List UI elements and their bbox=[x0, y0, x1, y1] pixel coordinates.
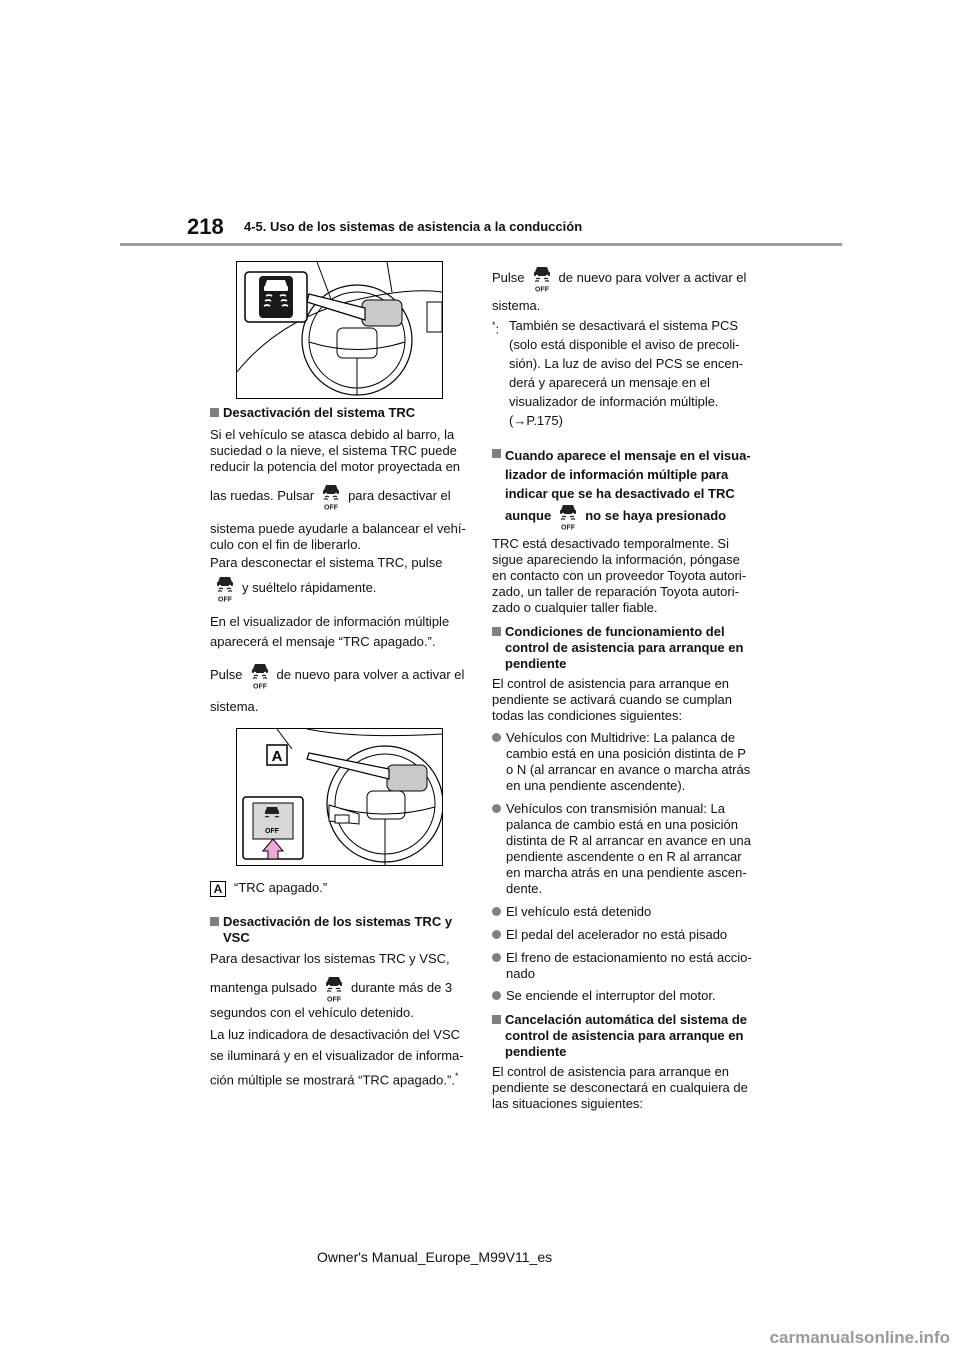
list-item: Se enciende el interruptor del motor. bbox=[492, 988, 768, 1004]
paragraph-line: El control de asistencia para arranque en bbox=[492, 676, 730, 691]
figure-dashboard-trc-button bbox=[236, 261, 443, 399]
square-bullet-icon bbox=[492, 627, 501, 636]
list-item: El vehículo está detenido bbox=[492, 904, 768, 920]
square-bullet-icon bbox=[210, 917, 219, 926]
paragraph-line: las situaciones siguientes: bbox=[492, 1096, 644, 1111]
square-bullet-icon bbox=[210, 408, 219, 417]
trc-off-switch-icon bbox=[214, 575, 236, 603]
list-item: Vehículos con transmisión manual: La palanca de cambio está en una posición distinta de R al arrancar en avance en una pendiente ascendente o en R al arrancar en marcha atrás en una pendiente ascen- dente. bbox=[492, 801, 768, 897]
paragraph-line: pendiente se activará cuando se cumplan bbox=[492, 692, 732, 707]
list-item: Vehículos con Multidrive: La palanca de cambio está en una posición distinta de P o N (al arrancar en avance o marcha atrás en una pendiente ascendente). bbox=[492, 730, 768, 794]
paragraph-line: Para desactivar los sistemas TRC y VSC, bbox=[210, 951, 450, 966]
paragraph-line: En el visualizador de información múltiple bbox=[210, 614, 450, 629]
paragraph-icon-line: las ruedas. Pulsar para desactivar el bbox=[210, 482, 472, 511]
heading-trc-message: Cuando aparece el mensaje en el visua- lizador de información múltiple para indicar que se ha desactivado el TRC bbox=[492, 446, 767, 503]
paragraph-line: pendiente se desconectará en cualquiera de bbox=[492, 1080, 748, 1095]
heading-hill-start-conditions: Condiciones de funcionamiento del control de asistencia para arranque en pendiente bbox=[492, 624, 767, 672]
heading-trc-vsc-deactivation: Desactivación de los sistemas TRC y bbox=[210, 914, 472, 930]
paragraph-line: zado, un taller de reparación Toyota autori- bbox=[492, 584, 739, 599]
trc-off-switch-icon bbox=[323, 975, 345, 1003]
paragraph-line: segundos con el vehículo detenido. bbox=[210, 1005, 414, 1020]
watermark: carmanualsonline.info bbox=[769, 1328, 950, 1347]
round-bullet-icon bbox=[492, 907, 501, 916]
paragraph-line: reducir la potencia del motor proyectada en bbox=[210, 459, 461, 474]
round-bullet-icon bbox=[492, 953, 501, 962]
square-bullet-icon bbox=[492, 1015, 501, 1024]
trc-off-switch-icon bbox=[249, 662, 271, 690]
round-bullet-icon bbox=[492, 930, 501, 939]
round-bullet-icon bbox=[492, 733, 501, 742]
list-item: El freno de estacionamiento no está accio- nado bbox=[492, 950, 768, 982]
paragraph-line: en contacto con un proveedor Toyota autori- bbox=[492, 568, 747, 583]
section-title: 4-5. Uso de los sistemas de asistencia a la conducción bbox=[244, 219, 583, 234]
paragraph-line: todas las condiciones siguientes: bbox=[492, 708, 683, 723]
figure-callout-a: A bbox=[271, 748, 283, 765]
figure-trc-off-message bbox=[236, 728, 443, 866]
paragraph-icon-line: Pulse de nuevo para volver a activar el bbox=[492, 264, 754, 293]
round-bullet-icon bbox=[492, 804, 501, 813]
footnote: *: También se desactivará el sistema PCS (solo está disponible el aviso de precoli- sión). La luz de aviso del PCS se encen- derá y aparecerá un mensaje en el visualizador de información múltiple. (→P.175) bbox=[492, 318, 744, 428]
paragraph-line: sistema. bbox=[210, 699, 259, 714]
paragraph-line: zado o cualquier taller fiable. bbox=[492, 600, 658, 615]
paragraph-line: sistema. bbox=[492, 298, 541, 313]
paragraph-line: culo con el fin de liberarlo. bbox=[210, 537, 362, 552]
paragraph-line: sistema puede ayudarle a balancear el vehí- bbox=[210, 521, 466, 536]
paragraph-icon-line: Pulse de nuevo para volver a activar el bbox=[210, 661, 472, 690]
paragraph-icon-line: mantenga pulsado durante más de 3 bbox=[210, 974, 472, 1003]
paragraph-line: Para desconectar el sistema TRC, pulse bbox=[210, 555, 443, 570]
heading-trc-deactivation: Desactivación del sistema TRC bbox=[210, 405, 470, 421]
paragraph-line: El control de asistencia para arranque en bbox=[492, 1064, 730, 1079]
trc-off-switch-icon bbox=[320, 483, 342, 511]
heading-icon-line: aunque no se haya presionado bbox=[505, 502, 767, 531]
paragraph-line: Si el vehículo se atasca debido al barro, la bbox=[210, 427, 455, 442]
paragraph-icon-line: y suéltelo rápidamente. bbox=[210, 574, 472, 603]
callout-a-label: A bbox=[210, 881, 226, 897]
paragraph-line: ción múltiple se mostrará “TRC apagado.”.* bbox=[210, 1071, 459, 1088]
paragraph-line: aparecerá el mensaje “TRC apagado.”. bbox=[210, 634, 436, 649]
round-bullet-icon bbox=[492, 991, 501, 1000]
paragraph-line: se iluminará y en el visualizador de informa- bbox=[210, 1048, 464, 1063]
trc-off-switch-icon bbox=[531, 265, 553, 293]
list-item: El pedal del acelerador no está pisado bbox=[492, 927, 768, 943]
header-rule bbox=[120, 243, 842, 246]
paragraph-line: suciedad o la nieve, el sistema TRC puede bbox=[210, 443, 457, 458]
paragraph-line: TRC está desactivado temporalmente. Si bbox=[492, 536, 729, 551]
heading-continuation: VSC bbox=[223, 930, 250, 945]
footer-document-name: Owner's Manual_Europe_M99V11_es bbox=[317, 1249, 553, 1265]
paragraph-line: La luz indicadora de desactivación del VSC bbox=[210, 1027, 461, 1042]
trc-off-switch-icon bbox=[557, 503, 579, 531]
heading-hill-start-cancellation: Cancelación automática del sistema de control de asistencia para arranque en pendiente bbox=[492, 1012, 767, 1060]
page-number: 218 bbox=[187, 214, 224, 239]
figure-off-label: OFF bbox=[265, 828, 279, 835]
square-bullet-icon bbox=[492, 449, 501, 458]
figure-caption: A “TRC apagado.” bbox=[210, 880, 472, 897]
paragraph-line: sigue apareciendo la información, póngase bbox=[492, 552, 740, 567]
